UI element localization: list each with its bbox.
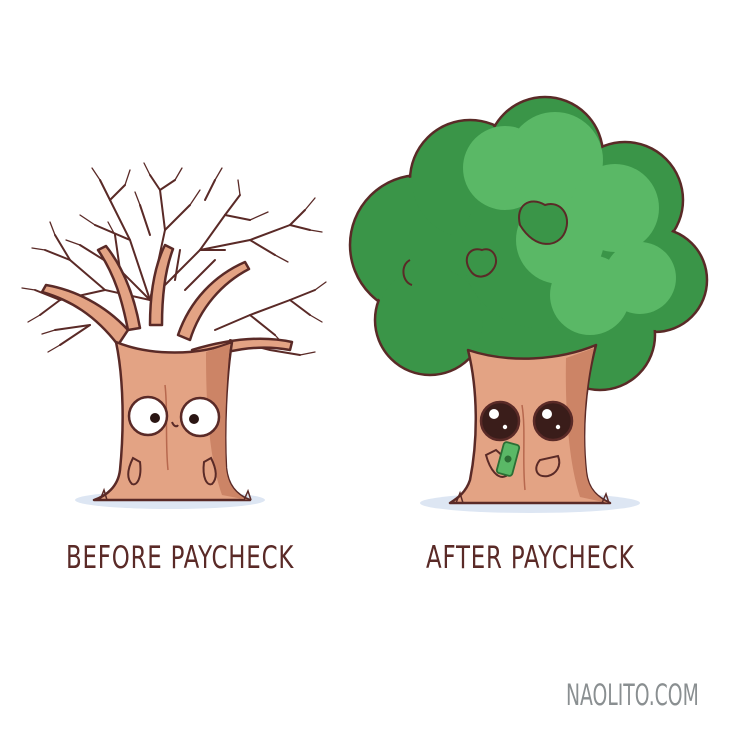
bare-branches (22, 163, 326, 355)
site-credit: NAOLITO.COM (566, 678, 699, 712)
before-paycheck-caption: BEFORE PAYCHECK (66, 540, 295, 576)
bare-limbs (42, 245, 292, 362)
canopy (350, 97, 707, 390)
leafy-tree (350, 97, 707, 513)
bare-tree (22, 163, 326, 509)
after-paycheck-caption: AFTER PAYCHECK (426, 540, 635, 576)
